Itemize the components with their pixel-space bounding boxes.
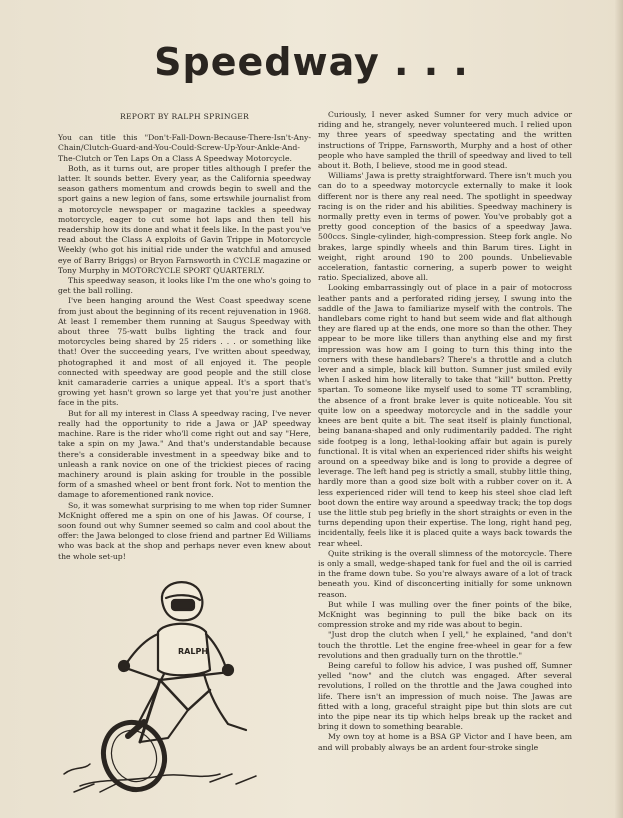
- paragraph: "Just drop the clutch when I yell," he explained, "and don't touch the throttle. Let the engine free-wheel in gear for a few revolutions and then gradually turn on the throttle.": [318, 630, 572, 660]
- page-edge: [615, 0, 623, 818]
- left-column: [58, 112, 311, 562]
- article-title: Speedway . . .: [154, 40, 469, 84]
- paragraph: My own toy at home is a BSA GP Victor and I have been, am and will probably always be an ardent four-stroke single: [318, 732, 572, 752]
- paragraph: You can title this "Don't-Fall-Down-Because-There-Isn't-Any-Chain/Clutch-Guard-and-You-Could-Screw-Up-Your-Ankle-And-The-Clutch or Ten Laps On a Class A Speedway Motorcycle.: [58, 133, 311, 163]
- paragraph: Curiously, I never asked Sumner for very much advice or riding and he, strangely, never volunteered much. I relied upon my three years of speedway spectating and the written instructions of Trippe, Farnsworth, Murphy and a host of other people who have sampled the thrill of speedway and lived to tell about it. Both, I believe, stood me in good stead.: [318, 110, 572, 171]
- speedway-rider-illustration: [60, 560, 270, 795]
- shirt-lettering: RALPH: [178, 647, 209, 656]
- paragraph: Quite striking is the overall slimness of the motorcycle. There is only a small, wedge-shaped tank for fuel and the oil is carried in the frame down tube. So you're always aware of a lot of track beneath you. Kind of disconcerting initially for some unknown reason.: [318, 548, 572, 599]
- paragraph: Being careful to follow his advice, I was pushed off, Sumner yelled "now" and the clutch was engaged. After several revolutions, I rolled on the throttle and the Jawa coughed into life. There isn't an impression of much noise. The Jawas are fitted with a long, graceful straight pipe but thin slots are cut into the pipe near its tip which helps break up the racket and bring it down to something bearable.: [318, 660, 572, 732]
- paragraph: So, it was somewhat surprising to me when top rider Sumner McKnight offered me a spin on one of his Jawas. Of course, I soon found out why Sumner seemed so calm and cool about the offer: the Jawa belonged to close friend and partner Ed Williams who was back at the shop and perhaps never even knew about the whole set-up!: [58, 500, 311, 561]
- paragraph: But for all my interest in Class A speedway racing, I've never really had the opportunity to ride a Jawa or JAP speedway machine. Rare is the rider who'll come right out and say "Here, take a spin on my Jawa." And that's understandable because there's a considerable investment in a speedway bike and to unleash a rank novice on one of the trickiest pieces of racing machinery around is plain asking for trouble in the possible form of a smashed wheel or bent front fork. Not to mention the damage to aforementioned rank novice.: [58, 408, 311, 500]
- right-column: [318, 110, 572, 753]
- paragraph: Williams' Jawa is pretty straightforward. There isn't much you can do to a speedway motorcycle externally to make it look different nor is there any real need. The spotlight in speedway racing is on the rider and his abilities. Speedway machinery is normally pretty even in terms of power. You've probably got a pretty good conception of the basics of a speedway Jawa. 500ccs. Single-cylinder, high-compression. Steep fork angle. No brakes, large spindly wheels and thin Barum tires. Light in weight, right around 190 to 200 pounds. Unbelievable acceleration, fantastic cornering, a superb power to weight ratio. Specialized, above all.: [318, 171, 572, 283]
- paragraph: This speedway season, it looks like I'm the one who's going to get the ball rolling.: [58, 276, 311, 296]
- paragraph: Both, as it turns out, are proper titles although I prefer the latter. It sounds better. Every year, as the California speedway season gathers momentum and crowds begin to swell and the sport gains a new legion of fans, some ertswhile journalist from a motorcycle newspaper or magazine tackles a speedway motorcycle, eager to cut some hot laps and then tell his readership how its done and what it feels like. In the past you've read about the Class A exploits of Gavin Trippe in Motorcycle Weekly (who got his initial ride under the watchful and amused eye of Barry Briggs) or Bryon Farnsworth in CYCLE magazine or Tony Murphy in MOTORCYCLE SPORT QUARTERLY.: [58, 163, 311, 275]
- paragraph: But while I was mulling over the finer points of the bike, McKnight was beginning to pull the bike back on its compression stroke and my ride was about to begin.: [318, 599, 572, 630]
- byline: REPORT BY RALPH SPRINGER: [119, 112, 250, 121]
- paragraph: Looking embarrassingly out of place in a pair of motocross leather pants and a perforated riding jersey, I swung into the saddle of the Jawa to familiarize myself with the controls. The handlebars come right to hand but seem wide and flat although they are flared up at the ends, one more so than the other. They appear to be more like tillers than anything else and my first impression was how am I going to turn this thing into the corners with these handlebars? There's a throttle and a clutch lever and a simple, black kill button. Sumner just smiled evily when I asked him how literally to take that "kill" button. Pretty spartan. To someone like myself used to some TT scrambling, the absence of a front brake lever is quite noticeable. You sit quite low on a speedway motorcycle and in the saddle your knees are bent quite a bit. The seat itself is plainly functional, being banana-shaped and only rudimentarily padded. The right side footpeg is a long, lethal-looking affair but again is purely functional. It is vital when an experienced rider shifts his weight around on a speedway bike and is long to provide a degree of leverage. The left hand peg is strictly a small, stubby little thing, hardly more than a good size bolt with a rubber cover on it. A less experienced rider will tend to keep his steel shoe clad left boot down the entire way around a speedway track; the top dogs use the little stub peg briefly in the short straights or even in the turns depending upon their expertise. The long, right hand peg, incidentally, feels like it is placed quite a ways back towards the rear wheel.: [318, 283, 572, 548]
- paragraph: I've been hanging around the West Coast speedway scene from just about the beginning of its recent rejuvenation in 1968. At least I remember them running at Saugus Speedway with about three 75-watt bulbs lighting the track and four motorcycles being shared by 25 riders . . . or something like that! Over the succeeding years, I've written about speedway, photographed it and most of all enjoyed it. The people connected with speedway are good people and the still close knit camaraderie carries a unique appeal. It's a sport that's growing yet hasn't grown so large yet that you're just another face in the pits.: [58, 296, 311, 408]
